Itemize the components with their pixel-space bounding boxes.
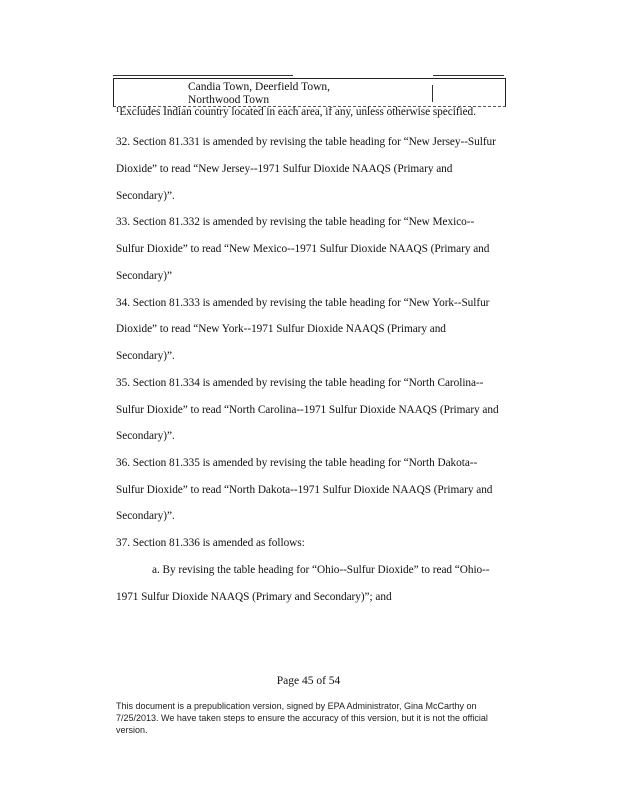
body-line: Secondary)”. <box>116 510 175 522</box>
body-line: 36. Section 81.335 is amended by revising the table heading for “North Dakota-- <box>116 457 478 469</box>
body-line: 32. Section 81.331 is amended by revising the table heading for “New Jersey--Sulfur <box>116 136 496 148</box>
body-line: Sulfur Dioxide” to read “North Carolina--1971 Sulfur Dioxide NAAQS (Primary and <box>116 404 499 416</box>
prepublication-disclaimer <box>116 700 516 736</box>
body-line: Secondary)”. <box>116 190 175 202</box>
disclaimer-line: version. <box>116 725 148 735</box>
body-line: 34. Section 81.333 is amended by revising the table heading for “New York--Sulfur <box>116 297 490 309</box>
body-line: 1971 Sulfur Dioxide NAAQS (Primary and Secondary)”; and <box>116 591 392 603</box>
table-column-divider <box>432 85 433 102</box>
table-cell-area-row1: Candia Town, Deerfield Town, <box>188 81 331 93</box>
disclaimer-line: This document is a prepublication version, signed by EPA Administrator, Gina McCarthy on <box>116 701 477 711</box>
body-line: Secondary)”. <box>116 350 175 362</box>
area-table-fragment <box>113 78 506 107</box>
disclaimer-line: 7/25/2013. We have taken steps to ensure the accuracy of this version, but it is not the official <box>116 713 488 723</box>
table-top-rule-right <box>433 75 504 76</box>
table-footnote: ¹Excludes Indian country located in each area, if any, unless otherwise specified. <box>116 106 476 118</box>
body-line: Dioxide” to read “New Jersey--1971 Sulfur Dioxide NAAQS (Primary and <box>116 163 453 175</box>
body-line: 35. Section 81.334 is amended by revising the table heading for “North Carolina-- <box>116 377 484 389</box>
body-line: 33. Section 81.332 is amended by revising the table heading for “New Mexico-- <box>116 216 475 228</box>
table-top-rule <box>113 75 293 76</box>
table-cell-area-row2: Northwood Town <box>188 94 270 106</box>
body-line: Sulfur Dioxide” to read “New Mexico--1971 Sulfur Dioxide NAAQS (Primary and <box>116 243 490 255</box>
body-line: Secondary)”. <box>116 430 175 442</box>
body-line: 37. Section 81.336 is amended as follows: <box>116 537 305 549</box>
body-line: Secondary)” <box>116 270 172 282</box>
body-line: Sulfur Dioxide” to read “North Dakota--1971 Sulfur Dioxide NAAQS (Primary and <box>116 484 493 496</box>
page-number: Page 45 of 54 <box>276 675 341 687</box>
body-line: Dioxide” to read “New York--1971 Sulfur Dioxide NAAQS (Primary and <box>116 323 446 335</box>
body-line-indented: a. By revising the table heading for “Ohio--Sulfur Dioxide” to read “Ohio-- <box>152 564 490 576</box>
